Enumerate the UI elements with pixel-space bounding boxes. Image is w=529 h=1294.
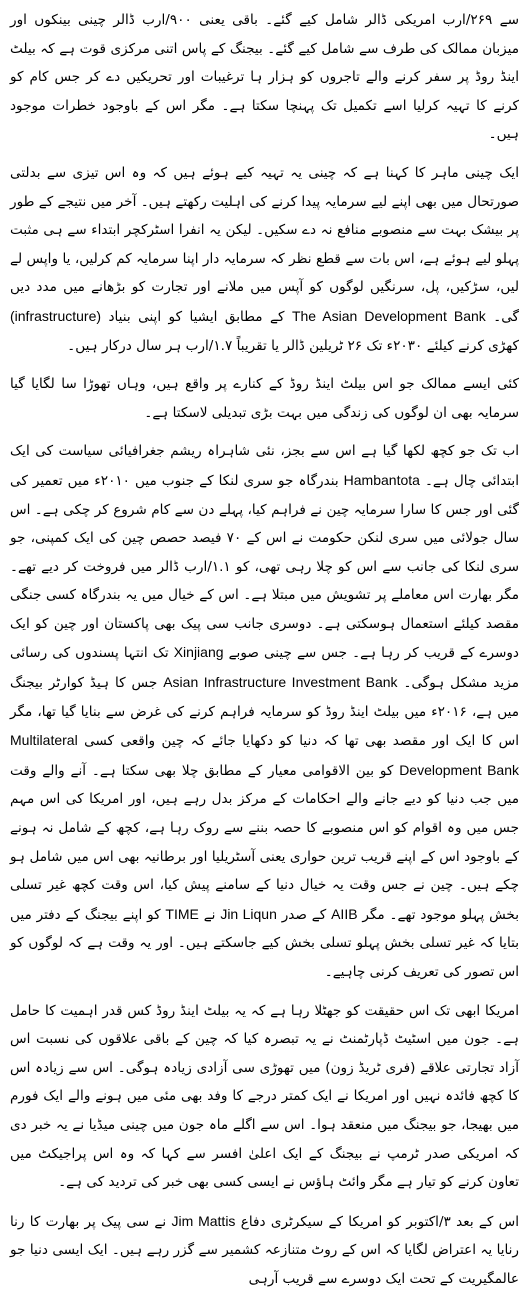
paragraph xyxy=(10,437,519,986)
paragraph xyxy=(10,370,519,427)
paragraph-text: کھڑی کرنے کیلئے ۲۰۳۰ء تک ۲۶ ٹریلین ڈالر یا تقریباً ۱.۷/ارب ہر سال درکار ہیں۔ xyxy=(67,337,519,354)
english-term: Asian Infrastructure Investment Bank xyxy=(163,674,398,691)
english-term: Jim Mattis xyxy=(171,1212,236,1229)
paragraph-text: بندرگاہ جو سری لنکا کے جنوب میں ۲۰۱۰ء میں تعمیر کی گئی اور جس کا سارا سرمایہ چین نے فراہم کیا، پہلے دن سے کام شروع کر چکی ہے۔ اس سال جولائی میں سری لنکن حکومت نے اس کے ۷۰ فیصد حصص چین کی ایک کمپنی، جو سری لنکا کی جانب سے اس کو چلا رہی تھی، کو ۱.۱/ارب ڈالر میں فروخت کر دیے تھے۔ مگر بھارت اس معاملے پر تشویش میں مبتلا ہے۔ اس کے خیال میں یہ بندرگاہ کسی جنگی مقصد کیلئے استعمال ہوسکتی ہے۔ دوسری جانب سی پیک بھی پاکستان اور چین کو ایک دوسرے کے قریب کر رہا ہے۔ جس سے چینی صوبے xyxy=(10,472,519,662)
paragraph-text: کو بین الاقوامی معیار کے مطابق چلا بھی سکتا ہے۔ آنے والے وقت میں جب دنیا کو دیے جانے والے احکامات کے مرکز بدل رہے ہیں، اور امریکا کی اس مہم جس میں وہ اقوام کو اس منصوبے کا حصہ بننے سے روک رہا ہے، کچھ کے شامل نہ ہونے کے باوجود اس کے اپنے قریب ترین حواری یعنی آسٹریلیا اور برطانیہ بھی اس میں شامل ہو چکے ہیں۔ چین نے جس وقت یہ خیال دنیا کے سامنے پیش کیا، اس وقت کچھ غیر تسلی بخش پہلو موجود تھے۔ مگر xyxy=(10,762,519,923)
paragraph-text: امریکا ابھی تک اس حقیقت کو جھٹلا رہا ہے کہ یہ بیلٹ اینڈ روڈ کس قدر اہمیت کا حامل ہے۔ جون میں اسٹیٹ ڈپارٹمنٹ نے یہ تبصرہ کیا کہ چین کے باقی علاقوں کی نسبت اس آزاد تجارتی علاقے (فری ٹریڈ زون) میں تھوڑی سی آزادی زیادہ ہوگی۔ اس سے زیادہ اس کا کچھ فائدہ نہیں اور امریکا نے ایک کمتر درجے کا وفد بھی مئی میں ہونے والے ایک فورم میں بھیجا، جو بیجنگ میں منعقد ہوا۔ اس سے اگلے ماہ جون میں چینی میڈیا نے یہ خبر دی کہ امریکی صدر ٹرمپ نے بیجنگ کے ایک اعلیٰ افسر سے کہا کہ وہ اس پراجیکٹ میں تعاون کرنے کو تیار ہے مگر وائٹ ہاؤس نے ایسی کسی بھی خبر کی تردید کی ہے۔ xyxy=(10,1002,519,1191)
english-term: TIME xyxy=(165,905,199,922)
paragraph-text: سے ۲۶۹/ارب امریکی ڈالر شامل کیے گئے۔ باقی یعنی ۹۰۰/ارب ڈالر چینی بینکوں اور میزبان ممالک کی طرف سے شامل کیے گئے۔ بیجنگ کے پاس اتنی مرکزی قوت ہے کہ بیلٹ اینڈ روڈ پر سفر کرنے والے تاجروں کو ہزار ہا ترغیبات اور تحریکیں دے کر جس کام کو کرنے کا تہیہ کرلیا اسے تکمیل تک پہنچا سکتا ہے۔ مگر اس کے باوجود خطرات موجود ہیں۔ xyxy=(10,12,519,143)
paragraph-text: کو اپنے بیجنگ کے دفتر میں بتایا کہ غیر تسلی بخش پہلو تسلی بخش کیے جاسکتے ہیں۔ اور یہ وقت ہے کہ لوگوں کو اس تصور کی تعریف کرنی چاہیے۔ xyxy=(10,906,519,980)
english-term: AIIB xyxy=(331,905,358,922)
paragraph xyxy=(10,159,519,360)
paragraph-text: جس کا ہیڈ کوارٹر بیجنگ میں ہے، ۲۰۱۶ء میں بیلٹ اینڈ روڈ کو سرمایہ فراہم کرنے کی غرض سے بنایا گیا تھا، مگر اس کا ایک اور مقصد بھی تھا کہ دنیا کو دکھایا جائے کہ چین واقعی کسی xyxy=(10,675,519,750)
paragraph-text: ایک چینی ماہر کا کہنا ہے کہ چینی یہ تہیہ کیے ہوئے ہیں کہ وہ اس تیزی سے بدلتی صورتحال میں بھی اپنے لیے سرمایہ پیدا کرنے کی اہلیت رکھتے ہیں۔ آخر میں نتیجے کے طور پر بیشک بہت سے منصوبے منافع نہ دے سکیں۔ لیکن یہ انفرا اسٹرکچر ابتداء سے ہی مثبت پہلو لیے ہوئے ہے، اس بات سے قطع نظر کہ سرمایہ دار اپنا سرمایہ کم کرلیں، یا واپس لے لیں، سڑکیں، پل، سرنگیں لوگوں کو آپس میں ملانے اور تجارت کو بڑھانے میں مدد دیں گی۔ xyxy=(10,164,520,325)
english-term: Jin Liqun xyxy=(220,905,277,922)
paragraph-text: کئی ایسے ممالک جو اس بیلٹ اینڈ روڈ کے کنارے پر واقع ہیں، وہاں تھوڑا سا لگایا گیا سرمایہ بھی ان لوگوں کی زندگی میں بہت بڑی تبدیلی لاسکتا ہے۔ xyxy=(10,376,519,421)
english-term: (infrastructure) xyxy=(10,307,102,324)
english-term: The Asian Development Bank xyxy=(291,307,486,324)
english-term: Multilateral Development Bank xyxy=(10,732,519,778)
paragraph-text: اب تک جو کچھ لکھا گیا ہے اس سے بجز، نئی شاہراہ ریشم جغرافیائی سیاست کی ایک ابتدائی چال ہے۔ xyxy=(10,443,519,489)
paragraph-text: کے مطابق ایشیا کو اپنی بنیاد xyxy=(101,308,292,325)
paragraph xyxy=(10,1207,519,1294)
paragraph xyxy=(10,6,519,149)
paragraph-text: کے صدر xyxy=(276,906,332,923)
paragraph-text: نے سی پیک پر بھارت کا رنا رنایا یہ اعتراض لگایا کہ اس کے روٹ متنازعہ کشمیر سے گزر رہے ہیں۔ ایک ایسی دنیا جو عالمگیریت کے تحت ایک دوسرے سے قریب آرہی xyxy=(10,1213,519,1287)
english-term: Xinjiang xyxy=(173,644,224,661)
paragraph-text: تک انتہا پسندوں کی رسائی مزید مشکل ہوگی۔ xyxy=(10,645,519,692)
paragraph-text: نے xyxy=(198,906,221,923)
paragraph xyxy=(10,997,519,1197)
english-term: Hambantota xyxy=(343,471,420,488)
paragraph-text: اس کے بعد ۳/اکتوبر کو امریکا کے سیکرٹری دفاع xyxy=(235,1213,519,1230)
